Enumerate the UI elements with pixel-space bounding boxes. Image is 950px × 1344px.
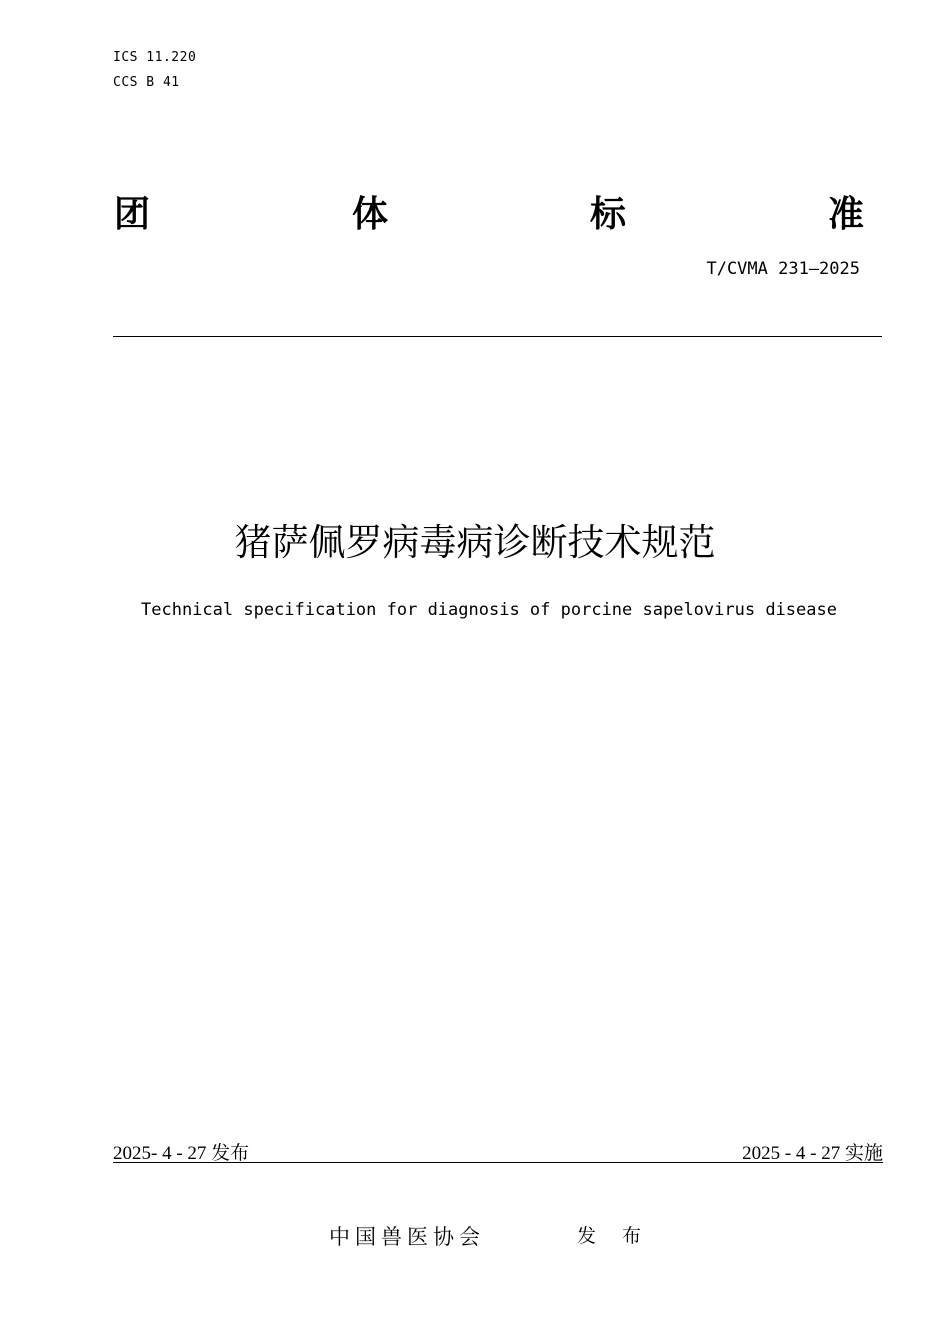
title-english: Technical specification for diagnosis of porcine sapelovirus disease (141, 600, 837, 620)
standard-type-char: 体 (352, 194, 389, 235)
publish-date: 2025- 4 - 27 发布 (113, 1143, 250, 1164)
ccs-code: CCS B 41 (113, 75, 180, 90)
standard-type-char: 准 (828, 194, 865, 235)
ics-code: ICS 11.220 (113, 50, 197, 65)
standard-number: T/CVMA 231—2025 (706, 259, 860, 279)
implementation-date: 2025 - 4 - 27 实施 (742, 1143, 883, 1164)
bottom-divider (113, 1162, 883, 1163)
issue-label: 发 布 (577, 1225, 652, 1247)
title-chinese: 猪萨佩罗病毒病诊断技术规范 (234, 521, 716, 564)
standard-type-char: 团 (114, 194, 151, 235)
issuer-organization: 中国兽医协会 (329, 1225, 485, 1249)
standard-type-char: 标 (590, 194, 627, 235)
top-divider (113, 336, 882, 337)
